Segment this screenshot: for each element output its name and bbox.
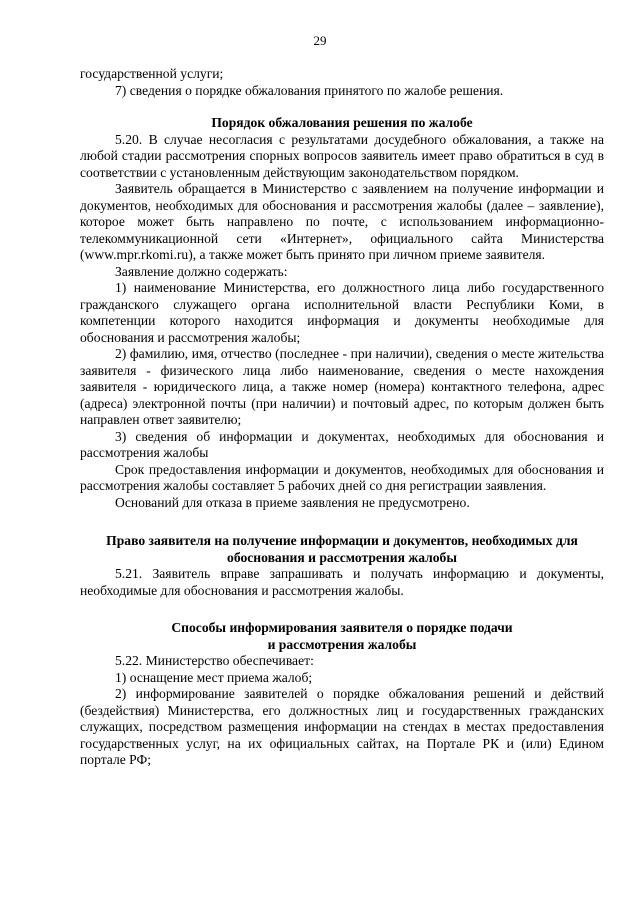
paragraph: 3) сведения об информации и документах, необходимых для обоснования и рассмотрения жалобы (80, 428, 604, 460)
section-heading-line: Порядок обжалования решения по жалобе (211, 115, 473, 130)
section-heading-line: Право заявителя на получение информации и документов, необходимых для (106, 533, 578, 548)
section-heading-line: Способы информирования заявителя о порядке подачи (171, 620, 513, 635)
paragraph: 5.20. В случае несогласия с результатами досудебного обжалования, а также на любой стадии рассмотрения спорных вопросов заявитель имеет право обратиться в суд в соответствии с установленным действующим законодательством порядком. (80, 131, 604, 180)
section-heading (80, 533, 604, 566)
paragraph: Заявитель обращается в Министерство с заявлением на получение информации и документов, необходимых для обоснования и рассмотрения жалобы (далее – заявление), которое может быть направлено по почте, с использованием информационно-телекоммуникационной сети «Интернет», официального сайта Министерства (www.mpr.rkomi.ru), а также может быть принято при личном приеме заявителя. (80, 181, 604, 262)
paragraph: государственной услуги; (80, 66, 224, 81)
page-number: 29 (313, 33, 327, 48)
paragraph: 1) оснащение мест приема жалоб; (115, 669, 313, 685)
section-heading-line: и рассмотрения жалобы (267, 636, 417, 652)
paragraph: 5.22. Министерство обеспечивает: (115, 653, 314, 668)
paragraph: Оснований для отказа в приеме заявления не предусмотрено. (115, 494, 470, 510)
paragraph: 5.21. Заявитель вправе запрашивать и получать информацию и документы, необходимые для обоснования и рассмотрения жалобы. (80, 566, 604, 598)
section-heading (80, 115, 604, 132)
paragraph: Срок предоставления информации и документов, необходимых для обоснования и рассмотрения жалобы составляет 5 рабочих дней со дня регистрации заявления. (80, 461, 604, 493)
paragraph: 1) наименование Министерства, его должностного лица либо государственного гражданского служащего органа исполнительной власти Республики Коми, в компетенции которого находится информация и документы необходимые для обоснования и рассмотрения жалобы; (80, 280, 604, 345)
paragraph: 2) фамилию, имя, отчество (последнее - при наличии), сведения о месте жительства заявителя - физического лица либо наименование, сведения о месте нахождения заявителя - юридического лица, а также номер (номера) контактного телефона, адрес (адреса) электронной почты (при наличии) и почтовый адрес, по которым должен быть направлен ответ заявителю; (80, 346, 604, 427)
document-body (80, 66, 604, 769)
paragraph: 7) сведения о порядке обжалования принятого по жалобе решения. (115, 82, 504, 98)
section-heading (80, 620, 604, 653)
paragraph: 2) информирование заявителей о порядке обжалования решений и действий (бездействия) Министерства, его должностных лиц и государственных гражданских служащих, посредством размещения информации на стендах в местах предоставления государственных услуг, на их официальных сайтах, на Портале РК и (или) Едином портале РФ; (80, 686, 604, 767)
section-heading-line: обоснования и рассмотрения жалобы (227, 549, 457, 565)
paragraph: Заявление должно содержать: (115, 263, 288, 279)
